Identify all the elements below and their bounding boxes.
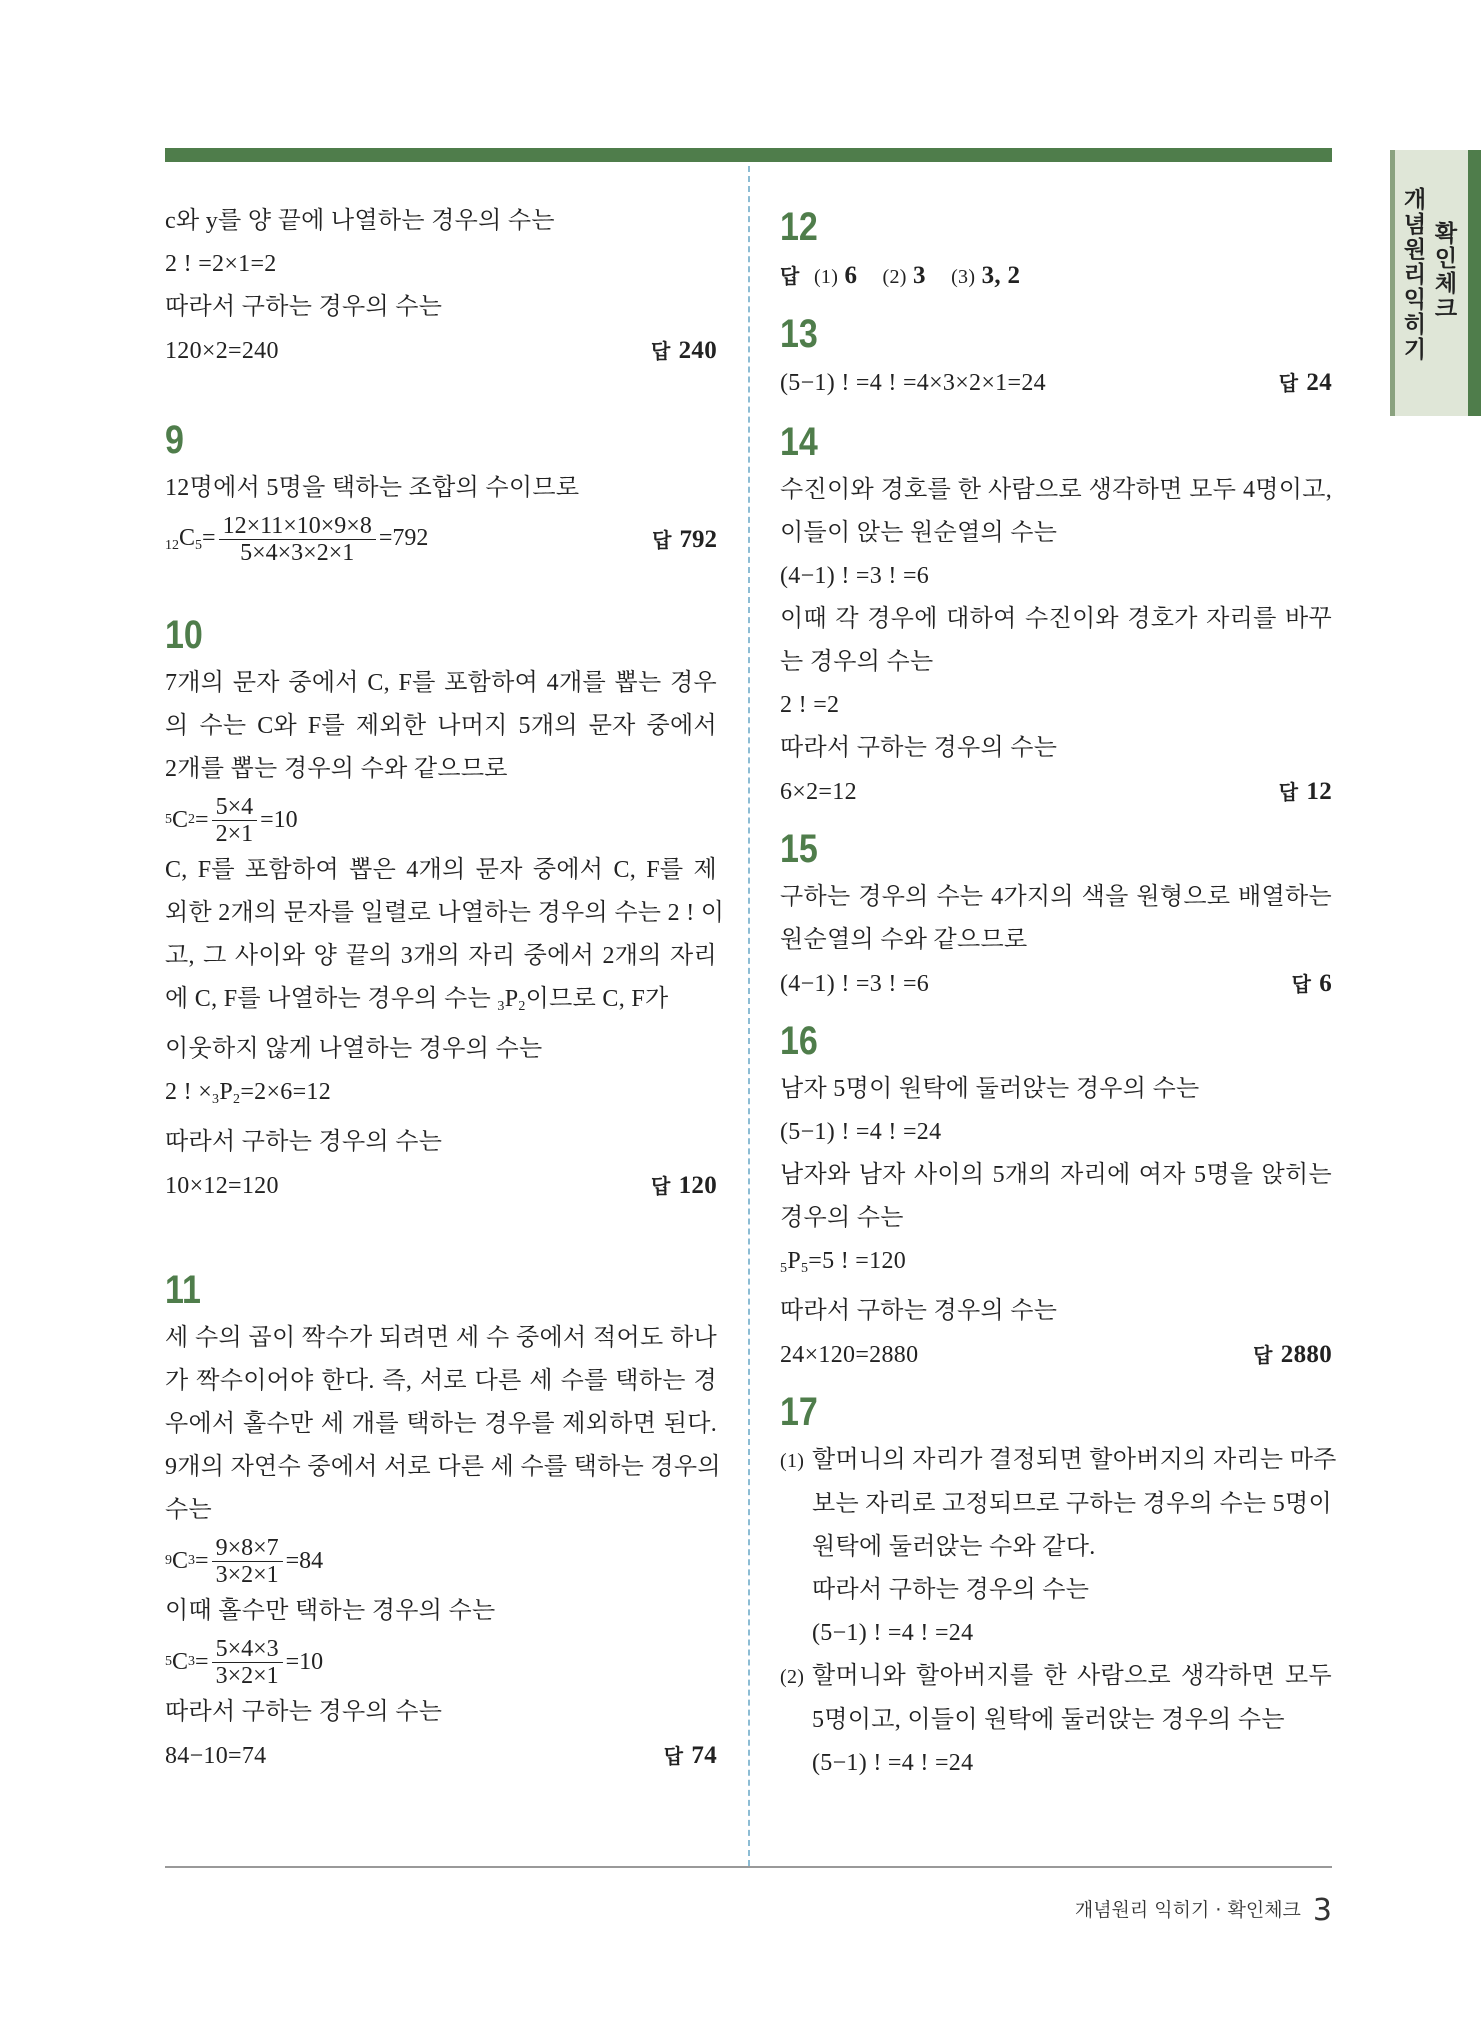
text-line: 10×12=120: [165, 1172, 279, 1199]
text-line: 따라서 구하는 경우의 수는: [780, 735, 1058, 761]
answer: [1279, 770, 1332, 814]
item-marker: (1): [813, 266, 839, 288]
solution-11: [165, 1263, 721, 1778]
answer-label: 답: [650, 339, 671, 363]
solution-17: [780, 1385, 1337, 1785]
subscript: 3: [188, 1654, 196, 1669]
text-line: 우에서 홀수만 세 개를 택하는 경우를 제외하면 된다.: [165, 1411, 717, 1437]
problem-number: 9: [165, 418, 184, 462]
problem-number: 14: [780, 420, 818, 464]
answer: [1292, 962, 1332, 1006]
answer-value: 12: [1306, 778, 1332, 805]
solution-16: [780, 1014, 1332, 1377]
text-line: c와 y를 양 끝에 나열하는 경우의 수는: [165, 208, 555, 234]
solution-9: [165, 413, 717, 568]
answer: [1253, 1333, 1332, 1377]
text-line: 보는 자리로 고정되므로 구하는 경우의 수는 5명이: [812, 1491, 1332, 1517]
text-line: 따라서 구하는 경우의 수는: [165, 294, 443, 320]
answer-row: [780, 962, 1332, 1006]
text-line: 7개의 문자 중에서 C, F를 포함하여 4개를 뽑는 경우: [165, 670, 717, 696]
subscript: 5: [780, 1261, 788, 1276]
answer-row: [165, 329, 717, 373]
symbol: P: [504, 986, 519, 1012]
answer-value: 74: [691, 1742, 717, 1769]
sub-solution-2: [780, 1655, 1332, 1785]
text-line: 외한 2개의 문자를 일렬로 나열하는 경우의 수는 2 ! 이: [165, 900, 725, 926]
answer-value: 240: [678, 337, 717, 364]
answer-label: 답: [1278, 371, 1299, 395]
result: =84: [285, 1547, 324, 1574]
text-line: 따라서 구하는 경우의 수는: [812, 1577, 1090, 1603]
answer-label: 답: [1278, 780, 1299, 804]
fraction: [212, 794, 258, 847]
item-marker: (3): [951, 266, 976, 288]
text-line: (5−1) ! =4 ! =24: [812, 1750, 974, 1776]
numerator: 9×8×7: [212, 1535, 283, 1562]
answer-row: [165, 1164, 717, 1208]
solution-12: [780, 200, 1332, 299]
symbol: C: [172, 1547, 189, 1574]
subscript: 5: [165, 812, 172, 827]
header-bar: [165, 148, 1332, 162]
text-line: [780, 1655, 1332, 1699]
answer-label: 답: [652, 528, 672, 552]
answer: [652, 524, 717, 554]
subscript: 5: [800, 1261, 809, 1276]
subscript: 3: [188, 1553, 196, 1568]
footer-text: 개념원리 익히기 · 확인체크: [1074, 1899, 1301, 1921]
text-line: 9개의 자연수 중에서 서로 다른 세 수를 택하는 경우의: [165, 1454, 721, 1480]
math-line: [165, 510, 717, 568]
problem-number: 13: [780, 312, 818, 356]
symbol: C: [172, 806, 189, 833]
footer-rule: [165, 1866, 1332, 1868]
answer-label: 답: [650, 1174, 671, 1198]
denominator: 5×4×3×2×1: [240, 539, 355, 566]
equals: =: [195, 1547, 209, 1574]
answer-row: [780, 1333, 1332, 1377]
symbol: P: [787, 1248, 801, 1274]
problem-number: 15: [780, 827, 818, 871]
side-tab: [1390, 150, 1481, 416]
problem-number: 16: [780, 1019, 818, 1063]
side-tab-label-2: 확인체크: [1434, 221, 1458, 322]
text-span: 할머니와 할아버지를 한 사람으로 생각하면 모두: [812, 1663, 1332, 1689]
text-line: (4−1) ! =3 ! =6: [780, 970, 930, 997]
text-span: 할머니의 자리가 결정되면 할아버지의 자리는 마주: [812, 1447, 1337, 1473]
sub-solution-1: [780, 1439, 1337, 1655]
symbol: C: [172, 1648, 189, 1675]
side-tab-label-1: 개념원리 익히기: [1403, 187, 1427, 363]
text-line: 따라서 구하는 경우의 수는: [165, 1129, 443, 1155]
text-span: 2 ! ×: [165, 1079, 213, 1105]
text-line: (5−1) ! =4 ! =4×3×2×1=24: [780, 369, 1046, 396]
subscript: 5: [195, 537, 203, 553]
text-line: 남자와 남자 사이의 5개의 자리에 여자 5명을 앉히는: [780, 1162, 1332, 1188]
text-line: 12명에서 5명을 택하는 조합의 수이므로: [165, 475, 580, 501]
text-line: (5−1) ! =4 ! =24: [812, 1620, 974, 1646]
answer-value: 792: [679, 526, 717, 553]
subscript: 3: [212, 1092, 220, 1107]
answer-value: 3: [913, 262, 926, 289]
answer-value: 6: [844, 262, 858, 289]
text-line: 이들이 앉는 원순열의 수는: [780, 520, 1058, 546]
text-line: 경우의 수는: [780, 1205, 904, 1231]
text-line: 수진이와 경호를 한 사람으로 생각하면 모두 4명이고,: [780, 477, 1332, 503]
text-line: 2 ! =2×1=2: [165, 251, 277, 277]
result: =10: [285, 1648, 324, 1675]
page-number: 3: [1312, 1893, 1332, 1928]
solution-15: [780, 822, 1332, 1006]
solution-14: [780, 415, 1332, 814]
footer: [1040, 1893, 1332, 1928]
text-line: [780, 1439, 1337, 1483]
answer: [780, 263, 1020, 289]
equals: =: [195, 806, 209, 833]
text-span: =5 ! =120: [808, 1248, 907, 1274]
text-line: 는 경우의 수는: [780, 649, 934, 675]
text-line: 수는: [165, 1497, 212, 1523]
numerator: 5×4×3: [212, 1636, 283, 1663]
subscript: 2: [518, 999, 526, 1014]
numerator: 12×11×10×9×8: [219, 513, 376, 540]
item-marker: (1): [780, 1450, 805, 1472]
math-line: [165, 1633, 717, 1691]
answer-label: 답: [663, 1744, 684, 1768]
side-tab-edge: [1468, 150, 1481, 416]
item-marker: (2): [780, 1666, 805, 1688]
answer-line: [780, 254, 1332, 299]
text-span: 이므로 C, F가: [525, 986, 669, 1012]
item-marker: (2): [882, 266, 907, 288]
answer: [651, 329, 717, 373]
denominator: 2×1: [215, 820, 254, 847]
text-line: 고, 그 사이와 양 끝의 3개의 자리 중에서 2개의 자리: [165, 943, 717, 969]
solution-8-continued: [165, 200, 717, 373]
text-line: 5명이고, 이들이 원탁에 둘러앉는 경우의 수는: [812, 1707, 1285, 1733]
text-line: 2개를 뽑는 경우의 수와 같으므로: [165, 756, 508, 782]
text-line: [165, 1071, 717, 1121]
subscript: 9: [165, 1553, 172, 1568]
subscript: 5: [165, 1654, 172, 1669]
equals: =: [195, 1648, 209, 1675]
symbol: P: [219, 1079, 233, 1105]
formula: [165, 513, 428, 566]
answer: [651, 1164, 717, 1208]
text-line: (5−1) ! =4 ! =24: [780, 1119, 942, 1145]
answer-row: [780, 361, 1332, 405]
answer-label: 답: [780, 264, 800, 288]
fraction: [219, 513, 376, 566]
answer-label: 답: [1291, 972, 1312, 996]
text-line: 원순열의 수와 같으므로: [780, 927, 1028, 953]
subscript: 2: [188, 812, 196, 827]
subscript: 3: [497, 999, 505, 1014]
result: =792: [378, 524, 429, 551]
math-line: [165, 791, 717, 849]
equals: =: [202, 524, 216, 551]
text-line: 24×120=2880: [780, 1341, 919, 1368]
text-line: C, F를 포함하여 뽑은 4개의 문자 중에서 C, F를 제: [165, 857, 717, 883]
numerator: 5×4: [212, 794, 258, 821]
text-line: 남자 5명이 원탁에 둘러앉는 경우의 수는: [780, 1076, 1200, 1102]
text-line: (4−1) ! =3 ! =6: [780, 563, 930, 589]
answer: [664, 1734, 717, 1778]
text-line: 120×2=240: [165, 337, 279, 364]
right-column: [780, 200, 1337, 1785]
math-line: [165, 1532, 717, 1590]
text-line: [165, 978, 717, 1028]
answer-row: [780, 770, 1332, 814]
text-line: 가 짝수이어야 한다. 즉, 서로 다른 세 수를 택하는 경: [165, 1368, 717, 1394]
answer-row: [165, 1734, 717, 1778]
text-span: =2×6=12: [240, 1079, 332, 1105]
column-divider: [748, 166, 750, 1866]
problem-number: 12: [780, 205, 818, 249]
text-line: 2 ! =2: [780, 692, 840, 718]
text-line: 이웃하지 않게 나열하는 경우의 수는: [165, 1036, 543, 1062]
problem-number: 10: [165, 613, 203, 657]
left-column: [165, 200, 725, 1778]
text-span: 에 C, F를 나열하는 경우의 수는: [165, 986, 498, 1012]
text-line: 따라서 구하는 경우의 수는: [780, 1298, 1058, 1324]
text-line: 6×2=12: [780, 778, 857, 805]
subscript: 2: [233, 1092, 241, 1107]
problem-number: 17: [780, 1390, 818, 1434]
text-line: 이때 홀수만 택하는 경우의 수는: [165, 1598, 496, 1624]
text-line: 세 수의 곱이 짝수가 되려면 세 수 중에서 적어도 하나: [165, 1325, 717, 1351]
denominator: 3×2×1: [215, 1662, 279, 1689]
text-line: 따라서 구하는 경우의 수는: [165, 1699, 443, 1725]
answer: [1279, 361, 1332, 405]
fraction: [212, 1535, 283, 1588]
text-line: 84−10=74: [165, 1742, 267, 1769]
solution-10: [165, 608, 725, 1208]
text-line: 이때 각 경우에 대하여 수진이와 경호가 자리를 바꾸: [780, 606, 1332, 632]
problem-number: 11: [165, 1268, 201, 1312]
text-line: 의 수는 C와 F를 제외한 나머지 5개의 문자 중에서: [165, 713, 717, 739]
answer-value: 24: [1306, 369, 1332, 396]
denominator: 3×2×1: [215, 1561, 279, 1588]
text-line: 원탁에 둘러앉는 수와 같다.: [812, 1534, 1096, 1560]
subscript: 12: [165, 537, 179, 553]
answer-value: 120: [678, 1172, 717, 1199]
answer-value: 2880: [1280, 1341, 1332, 1368]
text-line: [780, 1240, 1332, 1290]
symbol: C: [179, 524, 196, 551]
fraction: [212, 1636, 283, 1689]
answer-label: 답: [1253, 1343, 1273, 1367]
solution-13: [780, 307, 1332, 405]
text-line: 구하는 경우의 수는 4가지의 색을 원형으로 배열하는: [780, 884, 1332, 910]
answer-value: 3, 2: [981, 262, 1021, 289]
answer-value: 6: [1319, 970, 1332, 997]
result: =10: [260, 806, 298, 833]
